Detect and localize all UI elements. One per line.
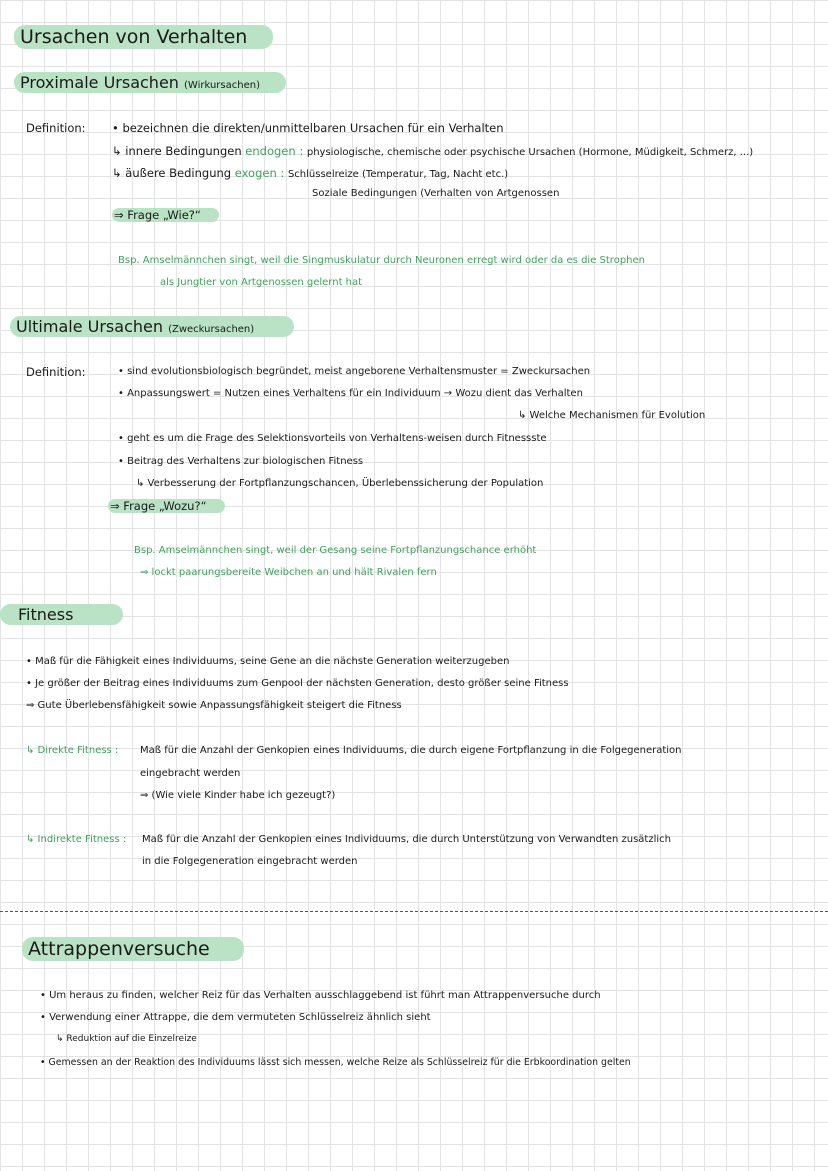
endogen-text: physiologische, chemische oder psychische Ursachen (Hormone, Müdigkeit, Schmerz, ...)	[306, 147, 754, 158]
ultimate-example-1: Bsp. Amselmännchen singt, weil der Gesang seine Fortpflanzungschance erhöht	[134, 545, 537, 556]
attrappen-line-4: • Gemessen an der Reaktion des Individuums lässt sich messen, welche Reize als Schlüsselreiz für die Erbkoordination gelten	[40, 1057, 631, 1068]
indirect-fitness-line-2: in die Folgegeneration eingebracht werden	[142, 856, 358, 867]
indirect-fitness-label: ↳ Indirekte Fitness :	[26, 834, 127, 845]
ultimate-line-4: • geht es um die Frage des Selektionsvorteils von Verhaltens-weisen durch Fitnessste	[118, 433, 547, 444]
ultimate-line-5: • Beitrag des Verhaltens zur biologischen Fitness	[118, 456, 364, 467]
ultimate-example-2: ⇒ lockt paarungsbereite Weibchen an und hält Rivalen fern	[140, 567, 437, 578]
ultimate-heading-sub: (Zweckursachen)	[168, 324, 255, 335]
inner-conditions: ↳ innere Bedingungen	[112, 144, 242, 158]
ultimate-line-2: • Anpassungswert = Nutzen eines Verhaltens für ein Individuum → Wozu dient das Verhalten	[118, 388, 583, 399]
fitness-line-2: • Je größer der Beitrag eines Individuums zum Genpool der nächsten Generation, desto größer seine Fitness	[26, 678, 569, 689]
ultimate-question: ⇒ Frage „Wozu?“	[108, 499, 225, 513]
indirect-fitness-line-1: Maß für die Anzahl der Genkopien eines Individuums, die durch Unterstützung von Verwandten zusätzlich	[142, 834, 671, 845]
proximate-line-1: • bezeichnen die direkten/unmittelbaren Ursachen für ein Verhalten	[112, 121, 504, 135]
ultimate-line-1: • sind evolutionsbiologisch begründet, meist angeborene Verhaltensmuster = Zweckursachen	[118, 366, 591, 377]
direct-fitness-line-3: ⇒ (Wie viele Kinder habe ich gezeugt?)	[140, 790, 336, 801]
section-divider	[0, 911, 828, 912]
ultimate-heading	[10, 316, 294, 337]
exogen-label: exogen :	[234, 166, 285, 180]
proximate-line-2	[112, 144, 753, 160]
attrappen-line-1: • Um heraus zu finden, welcher Reiz für das Verhalten ausschlaggebend ist führt man Attrappenversuche durch	[40, 990, 601, 1001]
ultimate-heading-text: Ultimale Ursachen	[16, 317, 163, 336]
proximate-definition-label: Definition:	[26, 121, 86, 135]
ultimate-line-3: ↳ Welche Mechanismen für Evolution	[518, 410, 706, 421]
proximate-heading	[14, 72, 286, 93]
proximate-example-1: Bsp. Amselmännchen singt, weil die Singmuskulatur durch Neuronen erregt wird oder da es die Strophen	[118, 255, 645, 266]
proximate-line-3	[112, 166, 508, 182]
attrappen-line-3: ↳ Reduktion auf die Einzelreize	[56, 1034, 197, 1044]
attrappen-line-2: • Verwendung einer Attrappe, die dem vermuteten Schlüsselreiz ähnlich sieht	[40, 1012, 431, 1023]
proximate-heading-text: Proximale Ursachen	[20, 73, 179, 92]
proximate-line-4: Soziale Bedingungen (Verhalten von Artgenossen	[312, 188, 560, 199]
proximate-example-2: als Jungtier von Artgenossen gelernt hat	[160, 277, 363, 288]
attrappen-heading	[22, 937, 244, 961]
proximate-question: ⇒ Frage „Wie?“	[112, 208, 219, 222]
main-title-text: Ursachen von Verhalten	[20, 26, 248, 48]
proximate-heading-sub: (Wirkursachen)	[184, 80, 260, 91]
fitness-line-3: ⇒ Gute Überlebensfähigkeit sowie Anpassungsfähigkeit steigert die Fitness	[26, 700, 402, 711]
endogen-label: endogen :	[245, 144, 304, 158]
main-title	[14, 25, 273, 49]
direct-fitness-line-2: eingebracht werden	[140, 768, 241, 779]
ultimate-line-6: ↳ Verbesserung der Fortpflanzungschancen, Überlebenssicherung der Population	[136, 478, 544, 489]
fitness-line-1: • Maß für die Fähigkeit eines Individuums, seine Gene an die nächste Generation weiterzugeben	[26, 656, 510, 667]
outer-conditions: ↳ äußere Bedingung	[112, 166, 232, 180]
ultimate-definition-label: Definition:	[26, 365, 86, 379]
attrappen-heading-text: Attrappenversuche	[28, 938, 210, 960]
fitness-heading-text: Fitness	[18, 605, 74, 624]
direct-fitness-line-1: Maß für die Anzahl der Genkopien eines Individuums, die durch eigene Fortpflanzung in die Folgegeneration	[140, 745, 682, 756]
exogen-text: Schlüsselreize (Temperatur, Tag, Nacht etc.)	[287, 169, 509, 180]
direct-fitness-label: ↳ Direkte Fitness :	[26, 745, 119, 756]
fitness-heading	[0, 604, 123, 625]
